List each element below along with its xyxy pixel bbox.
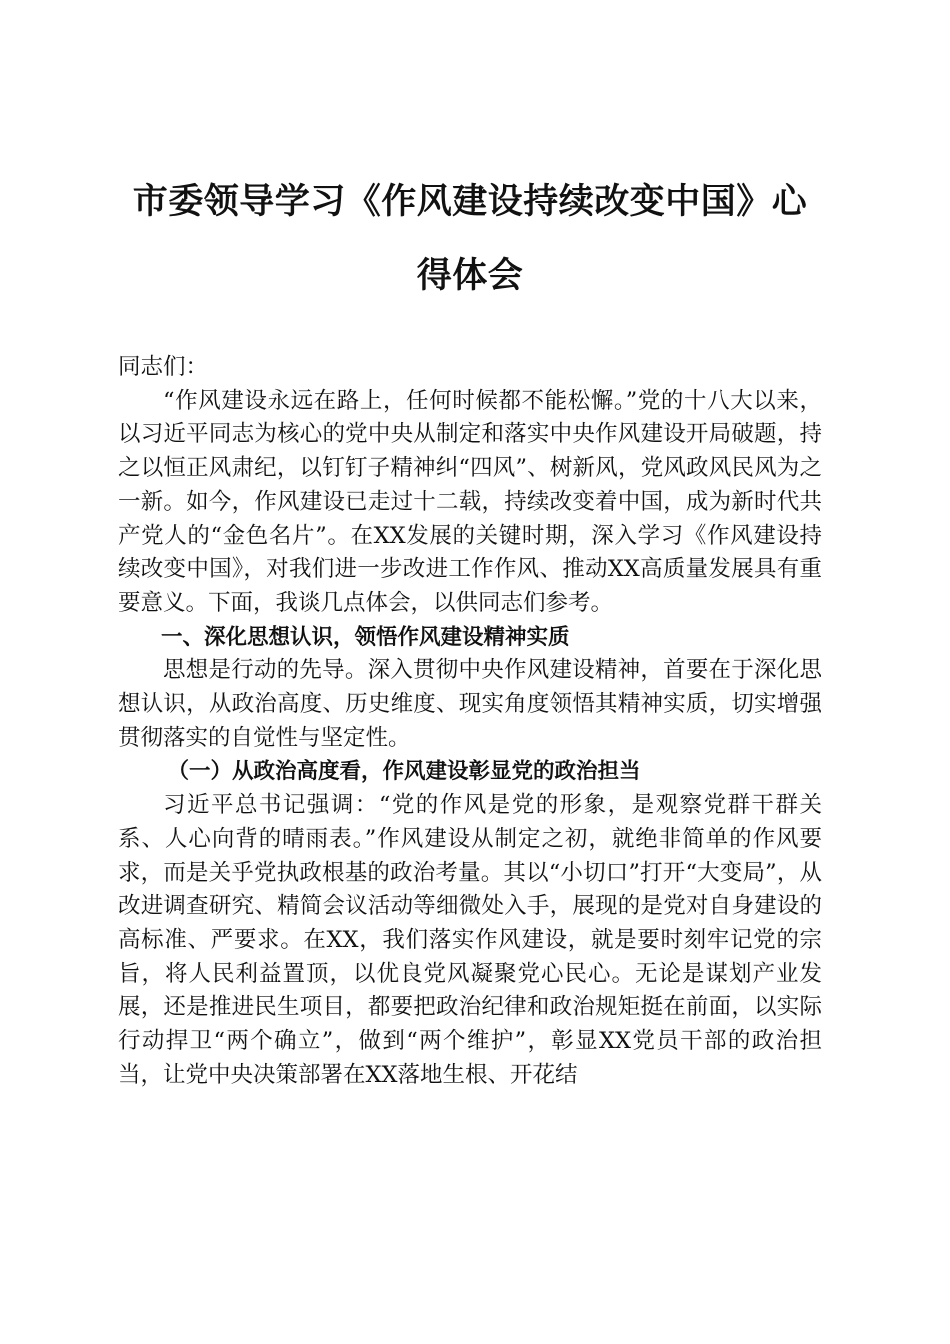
section-heading-1: 一、深化思想认识，领悟作风建设精神实质 xyxy=(161,624,570,650)
document-body xyxy=(118,351,822,1092)
salutation: 同志们： xyxy=(118,354,209,380)
subsection-1-text: 习近平总书记强调：“党的作风是党的形象，是观察党群干群关系、人心向背的晴雨表。”作风建设从制定之初，就绝非简单的作风要求，而是关乎党执政根基的政治考量。其以“小切口”打开“大变局”，从改进调查研究、精简会议活动等细微处入手，展现的是党对自身建设的高标准、严要求。在XX，我们落实作风建设，就是要时刻牢记党的宗旨，将人民利益置顶，以优良党风凝聚党心民心。无论是谋划产业发展，还是推进民生项目，都要把政治纪律和政治规矩挺在前面，以实际行动捍卫“两个确立”，做到“两个维护”，彰显XX党员干部的政治担当，让党中央决策部署在XX落地生根、开花结 xyxy=(118,792,822,1088)
document-title: 市委领导学习《作风建设持续改变中国》心得体会 xyxy=(132,181,808,296)
intro-paragraph: “作风建设永远在路上，任何时候都不能松懈。”党的十八大以来，以习近平同志为核心的党中央从制定和落实中央作风建设开局破题，持之以恒正风肃纪，以钉钉子精神纠“四风”、树新风，党风政风民风为之一新。如今，作风建设已走过十二载，持续改变着中国，成为新时代共产党人的“金色名片”。在XX发展的关键时期，深入学习《作风建设持续改变中国》，对我们进一步改进工作作风、推动XX高质量发展具有重要意义。下面，我谈几点体会，以供同志们参考。 xyxy=(118,387,822,616)
subsection-heading-1: （一）从政治高度看，作风建设彰显党的政治担当 xyxy=(167,759,641,785)
section-1-intro: 思想是行动的先导。深入贯彻中央作风建设精神，首要在于深化思想认识，从政治高度、历史维度、现实角度领悟其精神实质，切实增强贯彻落实的自觉性与坚定性。 xyxy=(118,657,822,751)
